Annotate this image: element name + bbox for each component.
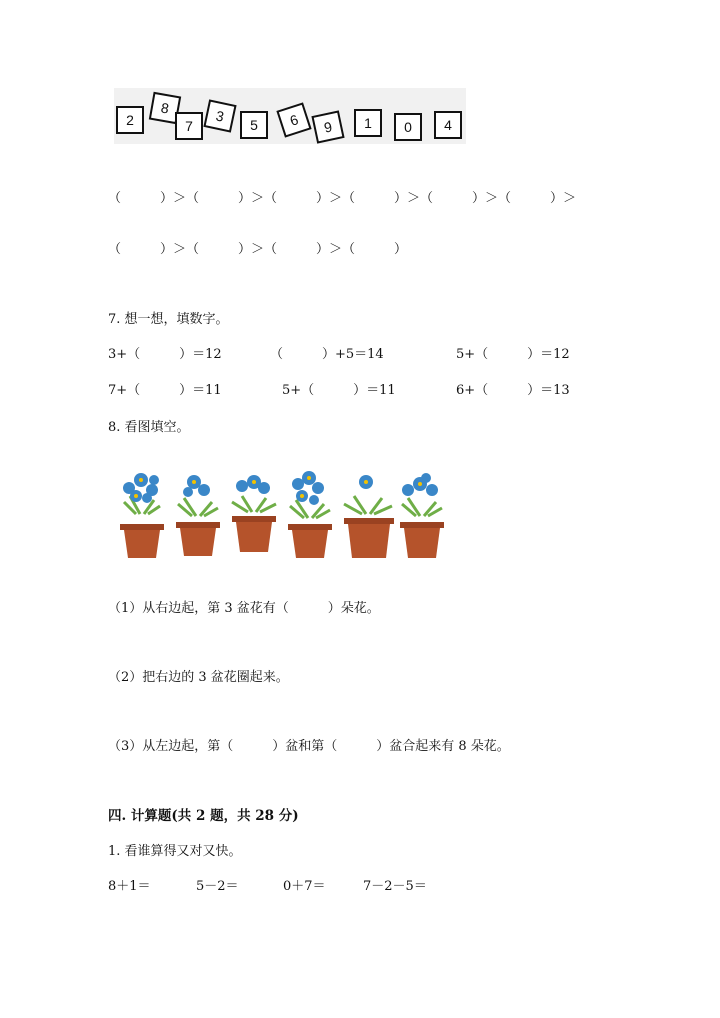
flower-pot-icon <box>344 475 394 558</box>
number-card: 4 <box>434 111 462 139</box>
q7-expr: 6+（ ）＝13 <box>456 383 570 398</box>
number-card: 5 <box>240 111 268 139</box>
flower-pot-icon <box>232 475 276 552</box>
section-heading: 四. 计算题(共 2 题，共 28 分) <box>108 808 299 824</box>
calc-expr: 0＋7＝ <box>283 879 326 894</box>
number-card: 9 <box>311 110 344 143</box>
q7-expr: 5+（ ）＝12 <box>456 347 570 362</box>
compare-line-1: （ ）＞（ ）＞（ ）＞（ ）＞（ ）＞（ ）＞ <box>108 191 577 206</box>
number-card: 0 <box>394 113 422 141</box>
calc-expr: 5－2＝ <box>196 879 239 894</box>
flower-pot-icon <box>400 473 444 558</box>
calc-question-title: 1. 看谁算得又对又快。 <box>108 844 242 859</box>
number-card: 7 <box>175 112 203 140</box>
number-card: 3 <box>203 99 236 132</box>
number-card: 6 <box>276 102 311 137</box>
q7-expr: 7+（ ）＝11 <box>108 383 222 398</box>
q7-expr: 5+（ ）＝11 <box>282 383 396 398</box>
number-card: 1 <box>354 109 382 137</box>
q7-expr: 3+（ ）＝12 <box>108 347 222 362</box>
q7-title: 7. 想一想，填数字。 <box>108 312 229 327</box>
q8-sub1: （1）从右边起，第 3 盆花有（ ）朵花。 <box>108 601 380 616</box>
flower-pot-icon <box>120 473 164 558</box>
number-card: 8 <box>149 92 181 124</box>
flower-pots-image <box>108 466 453 562</box>
flower-pot-icon <box>288 471 332 558</box>
q8-sub3: （3）从左边起，第（ ）盆和第（ ）盆合起来有 8 朵花。 <box>108 739 510 754</box>
q7-expr: （ ）+5＝14 <box>270 347 384 362</box>
number-card: 2 <box>116 106 144 134</box>
calc-expr: 7－2－5＝ <box>363 879 427 894</box>
calc-expr: 8＋1＝ <box>108 879 151 894</box>
q8-sub2: （2）把右边的 3 盆花圈起来。 <box>108 670 289 685</box>
flower-pot-icon <box>176 475 220 556</box>
q8-title: 8. 看图填空。 <box>108 420 190 435</box>
number-cards-image <box>114 88 466 144</box>
compare-line-2: （ ）＞（ ）＞（ ）＞（ ） <box>108 242 408 257</box>
